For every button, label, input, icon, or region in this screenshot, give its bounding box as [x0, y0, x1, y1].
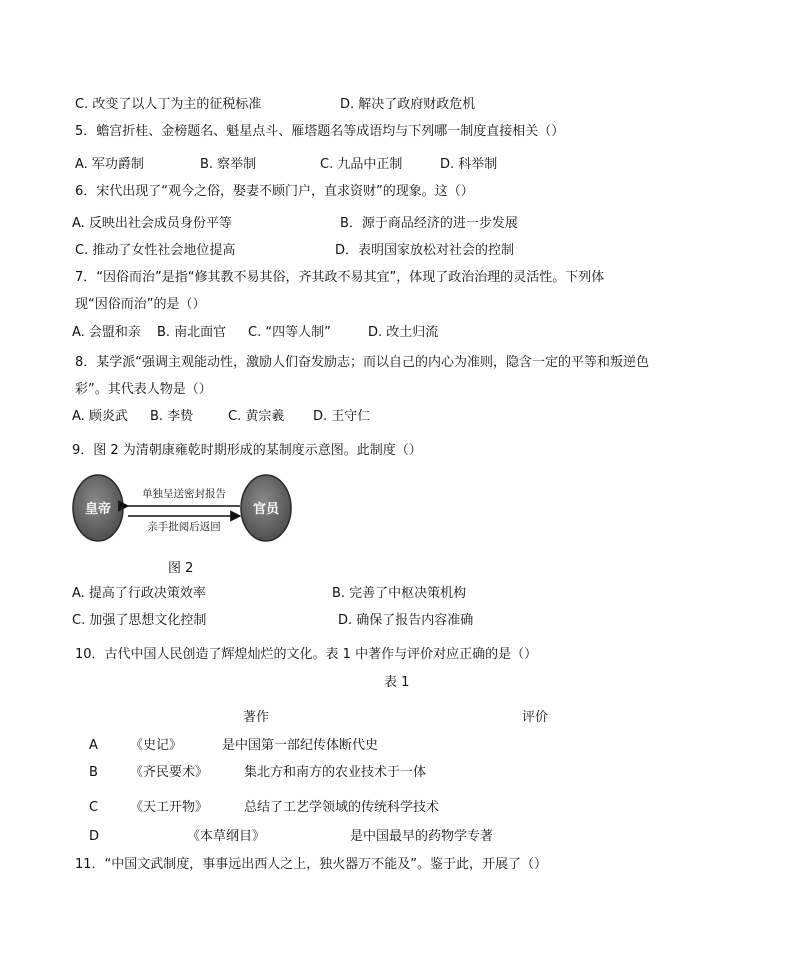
table-row-a-eval: 是中国第一部纪传体断代史 — [222, 738, 379, 753]
q8-option-a: A. 顾炎武 — [72, 409, 128, 424]
official-label: 官员 — [252, 502, 280, 517]
table-row-b-letter: B — [89, 765, 98, 780]
q7-option-b: B. 南北面官 — [157, 325, 227, 340]
q6-option-a: A. 反映出社会成员身份平等 — [72, 216, 232, 231]
q5-stem: 5．蟾宫折桂、金榜题名、魁星点斗、雁塔题名等成语均与下列哪一制度直接相关（） — [75, 124, 565, 139]
table-row-b-work: 《齐民要术》 — [130, 765, 209, 780]
q8-stem-line2: 彩”。其代表人物是（） — [75, 382, 212, 397]
q8-option-d: D. 王守仁 — [313, 409, 371, 424]
q4-option-d: D. 解决了政府财政危机 — [340, 97, 476, 112]
q6-option-b: B．源于商品经济的进一步发展 — [340, 216, 518, 231]
table-header-work: 著作 — [243, 710, 270, 725]
q7-option-a: A. 会盟和亲 — [72, 325, 141, 340]
table-row-c-work: 《天工开物》 — [130, 800, 209, 815]
q9-option-b: B. 完善了中枢决策机构 — [332, 586, 467, 601]
table-row-c-letter: C — [89, 800, 99, 815]
q5-option-a: A. 军功爵制 — [75, 157, 144, 172]
q5-option-c: C. 九品中正制 — [320, 157, 403, 172]
table-row-d-work: 《本草纲目》 — [187, 829, 266, 844]
table-row-d-letter: D — [89, 829, 100, 844]
q6-stem: 6．宋代出现了“观今之俗，娶妻不顾门户，直求资财”的现象。这（） — [75, 184, 474, 199]
q11-stem: 11．“中国文武制度，事事远出西人之上，独火器万不能及”。鉴于此，开展了（） — [75, 857, 548, 872]
q10-stem: 10．古代中国人民创造了辉煌灿烂的文化。表 1 中著作与评价对应正确的是（） — [75, 647, 538, 662]
q4-option-c: C. 改变了以人丁为主的征税标准 — [75, 97, 262, 112]
table-header-evaluation: 评价 — [522, 710, 549, 725]
q9-option-c: C. 加强了思想文化控制 — [72, 613, 207, 628]
table-title: 表 1 — [384, 675, 410, 690]
q9-stem: 9．图 2 为清朝康雍乾时期形成的某制度示意图。此制度（） — [72, 443, 422, 458]
q5-option-d: D. 科举制 — [440, 157, 498, 172]
emperor-label: 皇帝 — [84, 502, 112, 517]
q7-option-d: D. 改土归流 — [368, 325, 439, 340]
q9-memorial-system-diagram — [72, 472, 292, 544]
q7-option-c: C. “四等人制” — [248, 325, 331, 340]
q6-option-c: C. 推动了女性社会地位提高 — [75, 243, 236, 258]
figure-caption: 图 2 — [168, 561, 194, 576]
table-row-d-eval: 是中国最早的药物学专著 — [350, 829, 494, 844]
q8-option-b: B. 李贽 — [150, 409, 194, 424]
q7-stem-line2: 现“因俗而治”的是（） — [75, 297, 206, 312]
q5-option-b: B. 察举制 — [200, 157, 257, 172]
q8-option-c: C. 黄宗羲 — [228, 409, 285, 424]
table-row-b-eval: 集北方和南方的农业技术于一体 — [244, 765, 427, 780]
q9-option-a: A. 提高了行政决策效率 — [72, 586, 206, 601]
q8-stem-line1: 8．某学派“强调主观能动性，激励人们奋发励志；而以自己的内心为准则，隐含一定的平等和叛逆色 — [75, 355, 650, 370]
table-row-a-letter: A — [89, 738, 98, 753]
table-row-a-work: 《史记》 — [130, 738, 183, 753]
q9-option-d: D. 确保了报告内容准确 — [338, 613, 474, 628]
q7-stem-line1: 7．“因俗而治”是指“修其教不易其俗，齐其政不易其宜”，体现了政治治理的灵活性。下列体 — [75, 270, 605, 285]
return-arrow-label: 亲手批阅后返回 — [147, 521, 221, 533]
q6-option-d: D．表明国家放松对社会的控制 — [335, 243, 515, 258]
report-arrow-label: 单独呈送密封报告 — [142, 488, 226, 500]
table-row-c-eval: 总结了工艺学领域的传统科学技术 — [244, 800, 440, 815]
